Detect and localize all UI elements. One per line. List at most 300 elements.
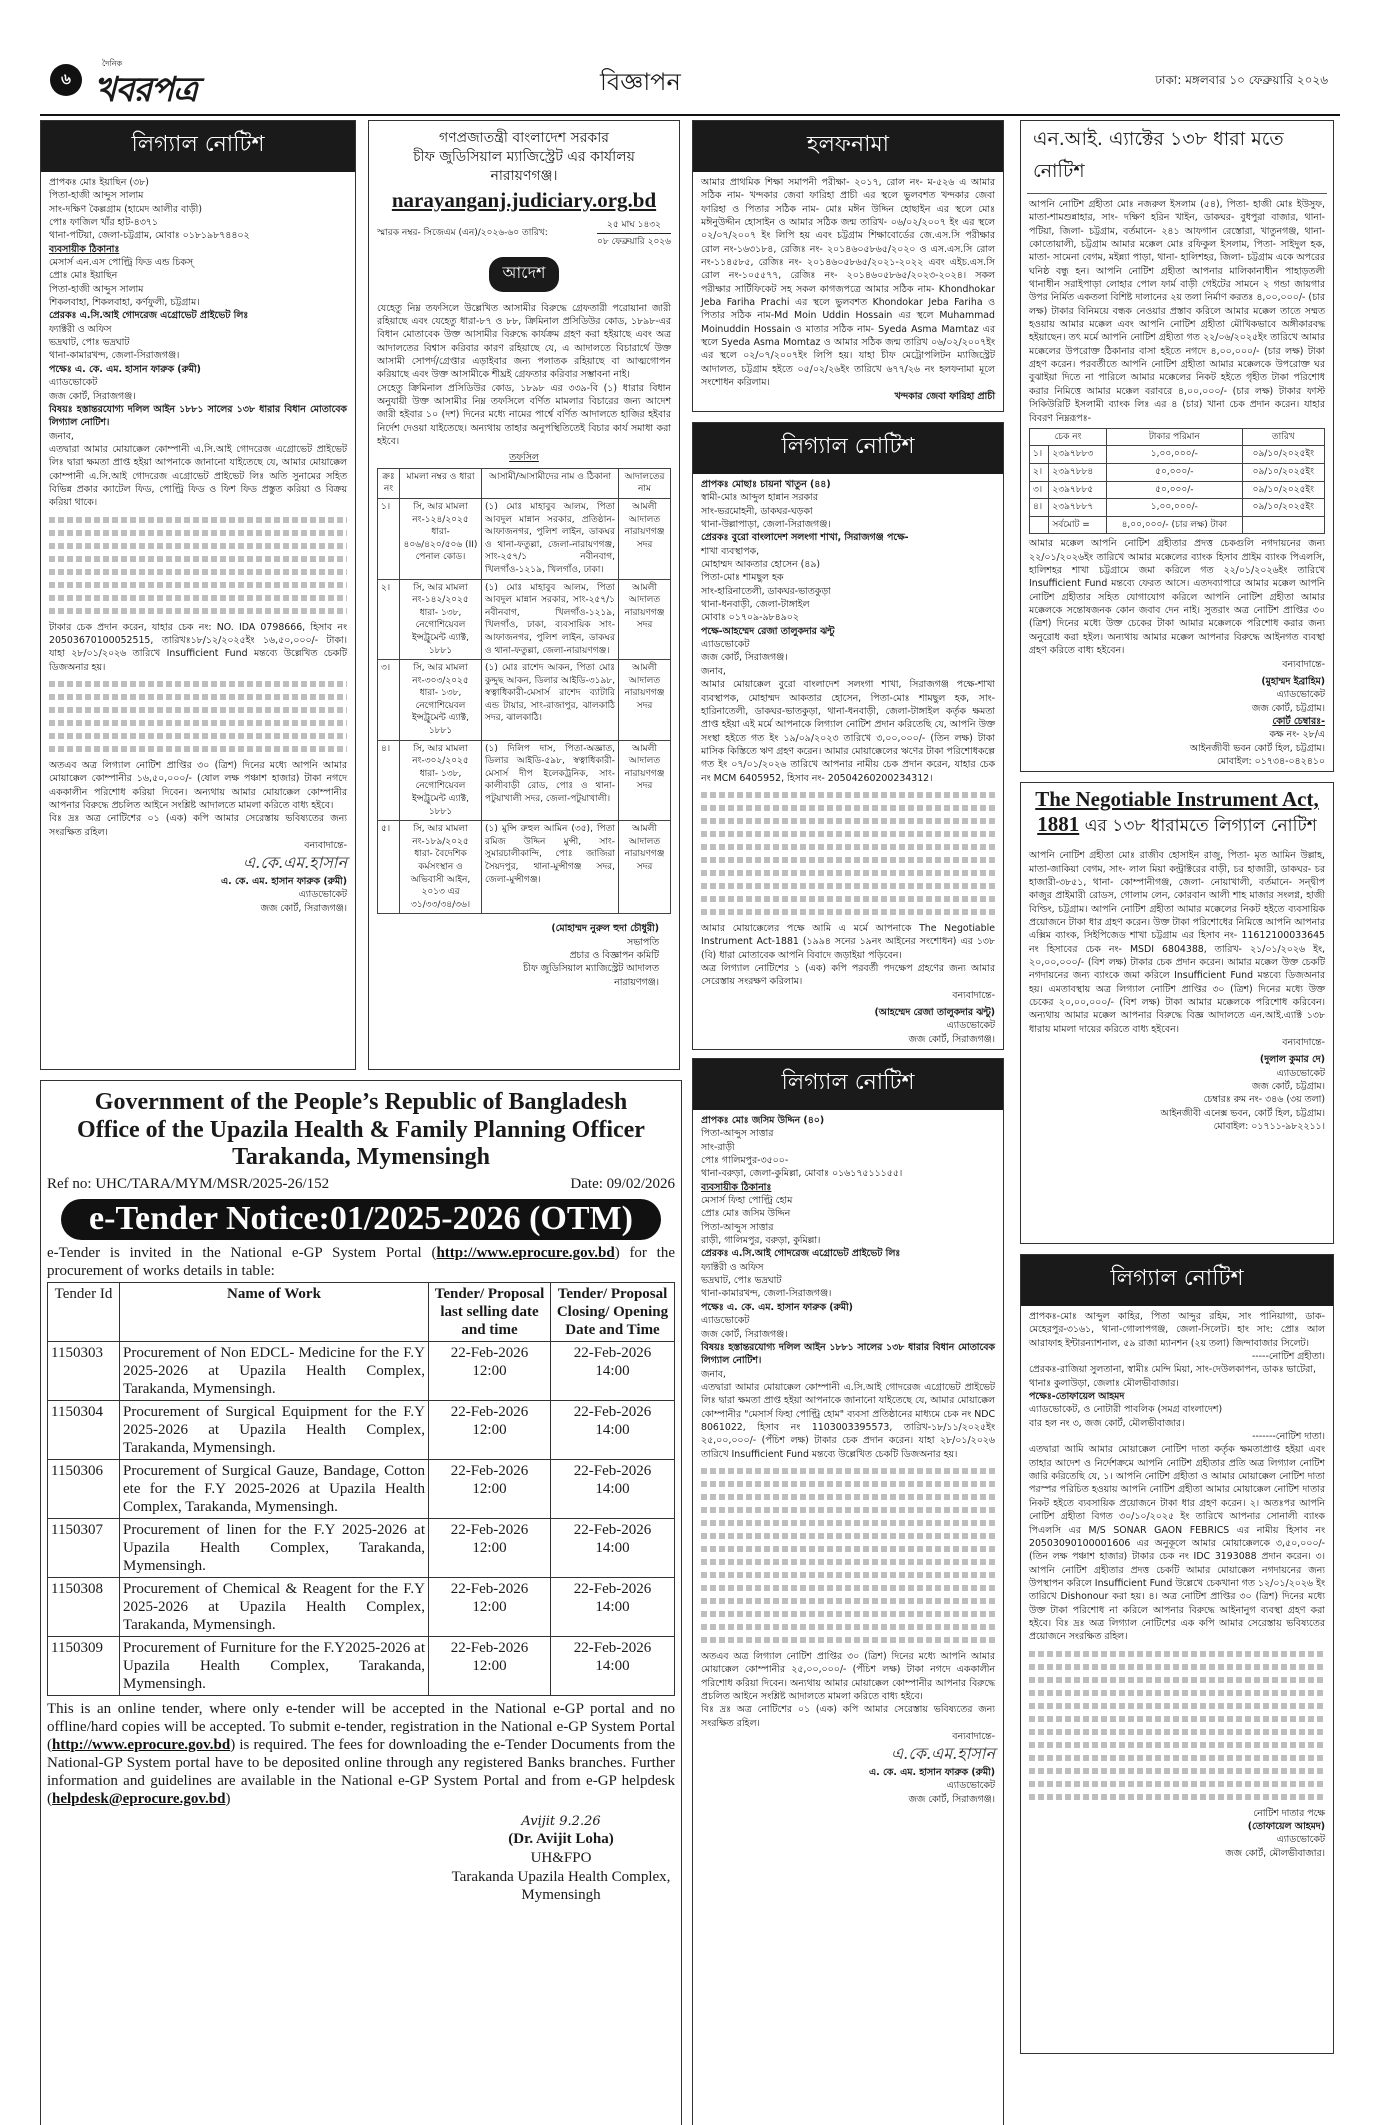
affidavit	[692, 120, 1004, 412]
tender-id: 1150304	[48, 1400, 120, 1459]
eprocure-link[interactable]: http://www.eprocure.gov.bd	[52, 1736, 231, 1753]
sender-line: থানা-কামারখন্দ, জেলা-সিরাজগঞ্জ।	[49, 350, 180, 362]
body-paragraph: টাকার চেক প্রদান করেন, যাহার চেক নং: NO. IDA 0798666, হিসাব নং 20503670100052515, তারিখঃ১৮/১২/২০২৫ইং ১৬,৫০,০০০/- টাকা। যাহা ২৮/০১/২০২৬ তারিখে Insufficient Fund মন্তব্যে উল্লেখিত চেকটি ডিজঅনার হয়।	[49, 621, 347, 673]
signer-title: UH&FPO	[530, 1849, 592, 1866]
header-cell: টাকার পরিমান	[1107, 428, 1243, 446]
business-line: পিতা-হাজী আব্দুস সালাম	[49, 283, 144, 295]
selling-time: 12:00	[472, 1539, 507, 1556]
work-name: Procurement of Surgical Gauze, Bandage, Cotton ete for the F.Y 2025-2026 at Upazila Health Complex, Tarakanda, Mymensingh.	[120, 1459, 429, 1518]
table-row	[1030, 499, 1325, 517]
opening-date: 22-Feb-2026	[573, 1403, 652, 1420]
table-row	[48, 1459, 675, 1518]
signer-title: জজ কোর্ট, চট্টগ্রাম।	[1251, 1081, 1325, 1093]
legal-notice-col3-a	[692, 422, 1004, 1050]
header-tender-id: Tender Id	[48, 1282, 120, 1341]
recipient-line: থানা-উল্লাপাড়া, জেলা-সিরাজগঞ্জ।	[701, 519, 831, 531]
cheque-date: ০৯/১০/২০২৫ইং	[1242, 481, 1324, 499]
heading-line: Government of the People’s Republic of Bangladesh	[94, 1089, 628, 1115]
row-number: ৩।	[1030, 481, 1049, 499]
advocate-line: জজ কোর্ট, সিরাজগঞ্জ।	[701, 652, 788, 664]
recipient-line: প্রাপকঃ মোঃ জসিম উদ্দিন (৪০)	[701, 1115, 825, 1126]
advocate-line: এ্যাডভোকেট, ও নোটারী পাবলিক (সমগ্র বাংলাদেশ)	[1029, 1404, 1223, 1416]
affidavit-title: হলফনামা	[693, 121, 1003, 172]
signer-title: এ্যাডভোকেট	[1276, 689, 1325, 701]
accused-details: (১) মুন্সি রুহুল আমিন (৩৫), পিতা রমিজ উদ্দিন মুন্সী, সাং-সুমারচালীকান্দি, পোঃ জাজিরা সৈয়দপুর, থানা-মুন্সীগঞ্জ সদর, জেলা-মুন্সীগঞ্জ।	[482, 821, 619, 914]
row-number: ২।	[378, 579, 400, 660]
table-row	[48, 1400, 675, 1459]
advocate-label: পক্ষেঃ এ. কে. এম. হাসান ফারুক (রুমী)	[49, 363, 201, 375]
cheque-number: ২৩৯৭৮৮৭	[1049, 499, 1107, 517]
ni-act-notice	[1020, 120, 1334, 772]
page-number: ৬	[50, 64, 82, 96]
e-tender-notice	[40, 1080, 682, 2125]
notice-title-english: The Negotiable Instrument Act,	[1035, 787, 1319, 811]
recipient-line: প্রাপকঃ মোঃ ইয়াছিন (৩৮)	[49, 177, 149, 188]
signature-image: এ.কে.এম.হাসান	[243, 853, 347, 873]
order-body	[369, 298, 679, 919]
sender-line: ভদ্রঘাট, পোঃ ভদ্রঘাট	[49, 337, 130, 349]
table-header-row	[378, 468, 671, 498]
notice-title-year: 1881	[1037, 812, 1080, 837]
sender-label: প্রেরকঃ এ.সি.আই গোদরেজ এগ্রোভেট প্রাইভেট লিঃ	[49, 310, 249, 322]
recipient-line: সাং-ভরমোহনী, ডাকঘর-ঘড়কা	[701, 505, 813, 517]
body-continuation	[701, 1468, 995, 1643]
selling-date: 22-Feb-2026	[450, 1521, 529, 1538]
row-number: ১।	[378, 498, 400, 579]
advocate-line: জজ কোর্ট, সিরাজগঞ্জ।	[49, 390, 136, 402]
sender: থানাঃ কুলাউড়া, জেলাঃ মৌলভীবাজার।	[1029, 1377, 1179, 1389]
chamber-line: কক্ষ নং- ২৮/এ	[1269, 729, 1325, 741]
affidavit-signer: খন্দকার জেবা ফারিহা প্রাচী	[894, 390, 995, 402]
selling-time: 12:00	[472, 1421, 507, 1438]
opening-date-cell	[551, 1577, 675, 1636]
opening-date-cell	[551, 1518, 675, 1577]
signer-place: Mymensingh	[521, 1887, 601, 1904]
header-rule	[40, 114, 1340, 116]
table-header-row	[1030, 428, 1325, 446]
signer-title: চীফ জুডিসিয়াল ম্যাজিস্ট্রেট আদালত	[523, 963, 659, 975]
table-row	[48, 1636, 675, 1695]
header-cell: চেক নং	[1030, 428, 1107, 446]
court-name: আমলী আদালত নারায়ণগঞ্জ সদর	[619, 821, 671, 914]
signer-name: (মোহাম্মদ নুরুল হুদা চৌধুরী)	[551, 923, 659, 935]
work-name: Procurement of Non EDCL- Medicine for the F.Y 2025-2026 at Upazila Health Complex, Tarakanda, Mymensingh.	[120, 1341, 429, 1400]
chamber-line: মোবাইল: ০১৭১১-৯৮২২১১।	[1213, 1121, 1325, 1133]
selling-date-cell	[429, 1341, 551, 1400]
regards: বন্যবাদান্তে-	[304, 840, 347, 852]
sender-line: ভদ্রঘাট, পোঃ ভদ্রঘাট	[701, 1275, 782, 1287]
cheque-date: ০৯/১০/২০২৫ইং	[1242, 464, 1324, 482]
closing-paragraph: অতএব অত্র লিগ্যাল নোটিশ প্রাপ্তির ৩০ (ত্রিশ) দিনের মধ্যে আপনি আমার মোয়াক্কেল কোম্পানীর ২৫,০০,০০০/- (পঁচিশ লক্ষ) টাকা নগদে এককালীন পরিশোধ করিয়া দিবেন। অন্যথায় আমার মোয়াক্কেল কোম্পানীর আপনার বিরুদ্ধে প্রচলিত আইনে সংশ্লিষ্ট আদালতে মামলা করিতে বাধ্য হইবে।	[701, 1650, 995, 1702]
cheque-date: ০৯/১০/২০২৫ইং	[1242, 446, 1324, 464]
notice-body	[41, 172, 355, 919]
signer-org: Tarakanda Upazila Health Complex,	[451, 1868, 671, 1885]
signer-title: জজ কোর্ট, মৌলভীবাজার।	[1225, 1847, 1325, 1859]
legal-notice-col1	[40, 120, 356, 1070]
tender-notice-title: e-Tender Notice:01/2025-2026 (OTM)	[61, 1199, 661, 1240]
recipient-line: প্রাপকঃ মোছাঃ চায়না খাতুন (৪৪)	[701, 479, 831, 490]
opening-time: 14:00	[595, 1480, 630, 1497]
work-name: Procurement of linen for the F.Y 2025-2026 at Upazila Health Complex, Tarakanda, Mymensingh.	[120, 1518, 429, 1577]
negotiable-instrument-notice	[1020, 782, 1334, 1244]
header-cell: ক্রঃ নং	[378, 468, 400, 498]
court-name: আমলী আদালত নারায়ণগঞ্জ সদর	[619, 660, 671, 741]
sender-label: প্রেরকঃ এ.সি.আই গোদরেজ এগ্রোভেট প্রাইভেট লিঃ	[701, 1248, 901, 1260]
body-continuation	[49, 517, 347, 614]
cheque-table	[1029, 428, 1325, 535]
affidavit-paragraph: আমার প্রাথমিক শিক্ষা সমাপনী পরীক্ষা- ২০১৭, রোল নং- ম-৫২৬ এ আমার সঠিক নাম- খন্দকার জেবা ফারিহা প্রাচী এর স্থলে ভুলবশত খন্দকার জেবা ফারিহা ও পিতার সঠিক নাম- মোঃ মঈন উদ্দিন হোছাইন এর স্থলে মোঃ মঈনুউদ্দীন হোসাইন ও আমার সঠিক জন্ম তারিখ- ০৬/০২/২০০৭ ইং এর স্থলে ০২/০৭/২০০৭ ইং লিপি হয় এবং চট্টগ্রাম শিক্ষাবোর্ডের জে.এস.সি পরীক্ষার রোল নং-১৬৩১৮৪, রেজিঃ নং- ২০১৪৬০৫৮৬৫/২০২০ ও এস.এস.সি রোল নং-১১৪৫৮৫, রেজিঃ নং- ২০১৪৬০৫৮৬৫/২০২১-২০২২ এবং এইচ.এস.সি রোল নং-১০৫৫৭৭, রেজিঃ নং- ২০১৪৬০৫৮৬৫/২০২৩-২০২৪। সকল পরীক্ষার সার্টিফিকেট সহ সকল কাগজপত্রে আমার সঠিক নাম- Khondhokar Jeba Fariha Prachi এর স্থলে ভুলবশত Khondokar Jeba Fariha ও পিতার সঠিক নাম-Md Moin Uddin Hossain এর স্থলে Muhammad Moinuddin Hossain ও মাতার সঠিক নাম- Syeda Asma Mamtaz এর স্থলে Syeda Asma Momtaz ও আমার সঠিক জন্ম তারিখ ০৬/০২/২০০৭ইং এর স্থলে ০২/০৭/২০০৭ইং লিপি হয়। যাহা চীফ মেট্রোপলিটন ম্যাজিস্ট্রেট আদালত, চট্টগ্রাম হইতে ০৫/০২/২৬ইং তারিখে ৬৭৭/২৬ নং হলফনামা মূলে সংশোধন করিলাম।	[701, 177, 995, 389]
selling-date-cell	[429, 1636, 551, 1695]
signer-name: (তোফায়েল আহমদ)	[1247, 1820, 1325, 1832]
recipient-line: পোঃ গালিমপুর-৩৫০০-	[701, 1155, 789, 1167]
order-paragraph: যেহেতু নিম্ন তফসিলে উল্লেখিত আসামীর বিরুদ্ধে গ্রেফতারী পরোয়ানা জারী রহিয়াছে এবং যেহেতু ধারা-৮৭ ও ৮৮, ক্রিমিনাল প্রসিডিউর কোড, ১৮৯৮-এর বিধান মোতাবেক উক্ত আসামীর বিরুদ্ধে কার্যক্রম গ্রহণ করা হইয়াছে এবং অত্র আদালতের বিশ্বাস করিবার কারণ রহিয়াছে যে, এ আদালতে বিচারার্থে উক্ত আসামী সোপর্দ/গ্রেপ্তার এড়াইবার জন্য পলাতক রহিয়াছে বা আত্মগোপন করিয়াছে এবং উক্ত আসামীকে শীঘ্রই গ্রেফতার করিবার সম্ভাবনা নাই।	[377, 302, 671, 381]
tender-table	[47, 1282, 675, 1696]
salutation: জনাব,	[701, 665, 726, 677]
newspaper-logo: খবরপত্র	[94, 70, 198, 110]
row-number: ৪।	[1030, 499, 1049, 517]
court-name: আমলী আদালত নারায়ণগঞ্জ সদর	[619, 740, 671, 821]
opening-date-cell	[551, 1636, 675, 1695]
selling-time: 12:00	[472, 1598, 507, 1615]
sender-line: থানা-কামারখন্দ, জেলা-সিরাজগঞ্জ।	[701, 1288, 832, 1300]
cheque-amount: ১,০০,০০০/-	[1107, 446, 1243, 464]
signer-name: (Dr. Avijit Loha)	[508, 1831, 614, 1848]
chamber-line: আইনজীবী ভবন কোর্ট হিল, চট্টগ্রাম।	[1189, 742, 1325, 754]
heading-line: চীফ জুডিসিয়াল ম্যাজিস্ট্রেট এর কার্যালয়	[413, 148, 635, 165]
business-line: রাড়ী, গালিমপুর, বরুড়া, কুমিল্লা।	[701, 1235, 821, 1247]
row-number: ৫।	[378, 821, 400, 914]
recipient-line: সাং-রাড়ী	[701, 1141, 735, 1153]
chamber-label: কোর্ট চেম্বারঃ-	[1272, 715, 1325, 727]
selling-date-cell	[429, 1400, 551, 1459]
notice-body	[1021, 1306, 1333, 1864]
signer-title: জজ কোর্ট, সিরাজগঞ্জ।	[908, 1033, 995, 1045]
selling-date-cell	[429, 1518, 551, 1577]
section-title: বিজ্ঞাপন	[600, 68, 681, 96]
total-amount: ৪,০০,০০০/- (চার লক্ষ) টাকা	[1107, 516, 1243, 534]
body-paragraph: এতদ্বারা আমি আমার মোয়াক্কেল নোটিশ দাতা কর্তৃক ক্ষমতাপ্রাপ্ত হইয়া এবং তাহার আদেশ ও নির্দেশক্রমে আপনি নোটিশ গ্রহীতার প্রতি অত্র লিগ্যাল নোটিশ জারি করিতেছি যে, ১। আপনি নোটিশ গ্রহীতা ও আমার মোয়াক্কেল নোটিশ দাতা পরস্পর পরিচিত হওয়ায় আপনি নোটিশ গ্রহীতা আমার মোয়াক্কেল নোটিশ দাতার নিকট হইতে ব্যবসায়িক প্রয়োজনে টাকা ধার গ্রহণ করেন। ২। অতঃপর আপনি নোটিশ গ্রহীতা বিগত ৩০/১০/২০২৫ ইং তারিখে আপনার সোনালী ব্যাংক পিএলসি এর M/S SONAR GAON FEBRICS এর নামীয় হিসাব নং 20503090100001606 এর অনুকূলে আমার মোয়াক্কেলকে ৩,৫০,০০০/- (তিন লক্ষ পঞ্চাশ হাজার) টাকার চেক নং IDC 3193088 প্রদান করেন। ৩। আপনি নোটিশ গ্রহীতার প্রদত্ত চেকটি আমার মোয়াক্কেল নগদায়নের জন্য উপস্থাপন করিলে Insufficient Fund উল্লেখে চেকখানা গত ১২/০১/২০২৬ ইং তারিখে Dishonour করা হয়। ৪। অত্র নোটিশ প্রাপ্তির ৩০ (ত্রিশ) দিনের মধ্যে উক্ত টাকা পরিশোধ না করিলে আপনার বিরুদ্ধে আইনানুগ ব্যবস্থা গ্রহণ করা হইবে। বিঃ দ্রঃ অত্র লিগ্যাল নোটিশের এক কপি আমার সেরেস্তায় ভবিষ্যতের প্রয়োজনে সংরক্ষিত রহিল।	[1029, 1444, 1325, 1643]
heading-line: নারায়ণগঞ্জ।	[490, 167, 558, 184]
selling-date: 22-Feb-2026	[450, 1462, 529, 1479]
recipient-line: স্বামী-মোঃ আব্দুল হান্নান সরকার	[701, 492, 818, 504]
salutation: জনাব,	[701, 1368, 726, 1380]
recipient-tag: -----নোটিশ গ্রহীতা।	[1251, 1351, 1325, 1363]
case-number: সি, আর মামলা নং-৩০৩/২০২৫ ধারা- ১৩৮, নেগোশিয়েবল ইন্সট্রুমেন্ট এ্যাক্ট, ১৮৮১	[400, 660, 482, 741]
memo-row	[369, 217, 679, 249]
notice-title: লিগ্যাল নোটিশ	[693, 423, 1003, 474]
footer-text: ) is required. The fees for downloading the e-Tender Documents from the National-GP System portal have to be deposited online through any registered Banks branches. Further information and guidelines are available in the National e-GP System Portal and from e-GP helpdesk (	[47, 1736, 675, 1807]
opening-date-cell	[551, 1400, 675, 1459]
sender-line: মোবাঃ ০১৭০৯-৯৮৪৯০২	[701, 612, 800, 624]
header-name-of-work: Name of Work	[120, 1282, 429, 1341]
chamber-line: চেম্বারঃ রুম নং- ৩৪৬ (৩য় তলা)	[1203, 1094, 1325, 1106]
opening-date: 22-Feb-2026	[573, 1462, 652, 1479]
recipient-line: পিতা-আব্দুস সাত্তার	[701, 1128, 774, 1140]
signer-name: এ. কে. এম. হাসান ফারুক (রুমী)	[869, 1767, 995, 1779]
body-paragraph: এতদ্বারা আমার মোয়াক্কেল কোম্পানী এ.সি.আই গোদরেজ এগ্রোভেট প্রাইভেট লিঃ দ্বারা ক্ষমতা প্রাপ্ত হইয়া আপনাকে জানানো যাইতেছে যে, আমার মোয়াক্কেল কোম্পানীর "মেসার্স ফিহা পোল্ট্রি হোম" ব্যবসা প্রতিষ্ঠানের মাধ্যমে চেক নং NDC 8061022, হিসাব নং 1103003395573, তারিখ-১৮/১১/২০২৫ইং ২৫,০০,০০০/- (পঁচিশ লক্ষ) টাকার চেক প্রদান করেন। যাহা ২৮/০১/২০২৬ তারিখে Insufficient Fund মন্তব্যে উল্লেখিত চেকটি ডিজঅনার হয়।	[701, 1381, 995, 1460]
schedule-label: তফসিল	[509, 452, 539, 464]
table-row	[378, 579, 671, 660]
body-paragraph: আমার মোয়াক্কেল বুরো বাংলাদেশ সলংগা শাখা, সিরাজগঞ্জ পক্ষে-শাখা ব্যবস্থাপক, মোহাম্মদ আকতার হোসেন, পিতা-মোঃ শামছুল হক, সাং-হারিনাতেলী, ডাকঘর-ভাতকুড়া, থানা-ধনবাড়ী, জেলা-টাঙ্গাইল কর্তৃক ক্ষমতা প্রাপ্ত হইয়া এই মর্মে আপনাকে লিগ্যাল নোটিশ প্রদান করিতেছি যে, আপনি উক্ত সংস্থা হইতে গত ইং ১৯/০৯/২০২৩ তারিখে ৩,০০,০০০/- (তিন লক্ষ) টাকা মাসিক কিস্তিতে ঋণ গ্রহণ করেন। আমার মোয়াক্কেলের ঋণের টাকা পরিশোধকল্পে গত ইং ০৭/০১/২০২৬ তারিখে আপনার নামীয় চেক প্রদান করেন, যাহার চেক নং MCM 6405952, হিসাব নং- 20504260200234312।	[701, 679, 995, 784]
recipient-line: পোঃ ফাজিল খাঁর হাট-৪৩৭১	[49, 217, 158, 229]
signer-title: এ্যাডভোকেট	[298, 889, 347, 901]
logo-tagline: দৈনিক	[102, 59, 123, 68]
cell	[1242, 516, 1324, 534]
reference-row	[41, 1172, 681, 1193]
footer-text: )	[225, 1790, 231, 1807]
table-header-row	[48, 1282, 675, 1341]
opening-date-cell	[551, 1341, 675, 1400]
regards: বন্যবাদান্তে-	[952, 1731, 995, 1742]
opening-date: 22-Feb-2026	[573, 1580, 652, 1597]
signer-name: (দুলাল কুমার দে)	[1259, 1054, 1325, 1066]
sender-label: প্রেরকঃ বুরো বাংলাদেশ সলংগা শাখা, সিরাজগঞ্জ পক্ষে-	[701, 532, 909, 544]
header-cell: আসামী/আসামীদের নাম ও ঠিকানা	[482, 468, 619, 498]
selling-date-cell	[429, 1459, 551, 1518]
advocate-label: পক্ষেঃ এ. কে. এম. হাসান ফারুক (রুমী)	[701, 1301, 853, 1313]
tender-intro	[41, 1244, 681, 1280]
header-cell: মামলা নম্বর ও ধারা	[400, 468, 482, 498]
body-paragraph: আপনি নোটিশ গ্রহীতা মোঃ নজরুল ইসলাম (৫৪), পিতা- হাজী মোঃ ইউসুফ, মাতা-শামশুন্নাহার, সাং- দক্ষিণ হরিন খাইন, ডাকঘর- বুধপুরা বাজার, থানা- পটিয়া, জিলা- চট্টগ্রাম, বর্তমানে- ২৪১ আফগান রেস্তোরা, খাতুনগঞ্জ, থানা- কোতোয়ালী, চট্টগ্রাম আমার মক্কেল মোঃ রফিকুল ইসলাম, পিতা- সাইদুল হক, মাতা- সামেনা বেগম, মইন্ন্যা পাড়া, থানা- হালিশহর, জিলা- চট্টগ্রাম একে অপরের ঘনিষ্ঠ বন্ধু হন। আপনি নোটিশ গ্রহীতা আপনার মালিকানাধীন পাহাড়তলী থানাধীন সরাইপাড়া লোহার পোল ফার্ম বাড়ী গেইটের সামনে ২ গন্ডা জায়গার উপর নির্মিত একতলা বিশিষ্ট দালানের ২য় তলা নির্মাণ করতঃ ৪,০০,০০০/- (চার লক্ষ) টাকার বিনিময়ে বন্ধক নেওয়ার প্রস্তাব করিলে আমার মক্কেল তাতে সম্মত হওয়ায় আমার মক্কেল এবং আপনি নোটিশ গ্রহীতা মৌখিকভাবে অঙ্গীকারবদ্ধ হইয়াছেন। তৎ মর্মে আপনি নোটিশ গ্রহীতা গত ২২/০৬/২০২৫ইং তারিখে আমার মক্কেলের উপরোক্ত ঠিকানার বাসা হইতে নগদে ৪,০০,০০০/- (চার লক্ষ) টাকা গ্রহণ করেন। পরবর্তীতে আপনি নোটিশ গ্রহীতা আমার মক্কেলকে উপরোক্ত ঘর বুঝাইয়া দিতে না পারিলে আমার মক্কেলের নিকট হইতে গৃহীত টাকা পরিশোধ করার নিমিত্তে আমার মক্কেল বরাবরে ৪,০০,০০০/- (চার লক্ষ) টাকার ফাস্ট সিকিউরিটি ইসলামী ব্যাংক লিঃ এর ৪ (চার) খানা চেক প্রদান করেন। যাহার বিবরণ নিম্নরূপঃ-	[1029, 199, 1325, 424]
row-number: ২।	[1030, 464, 1049, 482]
business-line: প্রোঃ মোঃ ইয়াছিন	[49, 270, 118, 282]
court-order	[368, 120, 680, 1070]
note: অত্র লিগ্যাল নোটিশের ১ (এক) কপি পরবর্তী পদক্ষেপ গ্রহণের জন্য আমার সেরেস্তায় সংরক্ষণ করিলাম।	[701, 962, 995, 988]
advocate-line: এ্যাডভোকেট	[701, 639, 750, 651]
cheque-amount: ১,০০,০০০/-	[1107, 499, 1243, 517]
chamber-line: মোবাইল: ০১৭৩৪-০৪২৪১০	[1216, 755, 1325, 767]
header-selling-date: Tender/ Proposal last selling date and time	[429, 1282, 551, 1341]
closing-paragraph: অতএব অত্র লিগ্যাল নোটিশ প্রাপ্তির ৩০ (ত্রিশ) দিনের মধ্যে আপনি আমার মোয়াক্কেল কোম্পানীর ১৬,৫০,০০০/- (ষোল লক্ষ পঞ্চাশ হাজার) টাকা নগদে এককালীন পরিশোধ করিয়া দিবেন। অন্যথায় আমার মোয়াক্কেল কোম্পানীর আপনার বিরুদ্ধে প্রচলিত আইনে সংশ্লিষ্ট আদালতে মামলা করিতে বাধ্য হইবে।	[49, 759, 347, 811]
selling-time: 12:00	[472, 1480, 507, 1497]
reference-number: Ref no: UHC/TARA/MYM/MSR/2025-26/152	[47, 1175, 330, 1192]
signer-title: জজ কোর্ট, সিরাজগঞ্জ।	[260, 902, 347, 914]
tender-signature-block	[411, 1814, 682, 1905]
signer-name: (মুহাম্মদ ইব্রাহিম)	[1261, 675, 1325, 687]
opening-time: 14:00	[595, 1539, 630, 1556]
advocate-label: পক্ষে-আহম্মেদ রেজা তালুকদার ঝন্টু	[701, 625, 835, 637]
case-number: সি, আর মামলা নং-১৪২/২০২৫ ধারা- ১৩৮, নেগোশিয়েবল ইন্সট্রুমেন্ট এ্যাক্ট, ১৮৮১	[400, 579, 482, 660]
selling-time: 12:00	[472, 1362, 507, 1379]
opening-time: 14:00	[595, 1657, 630, 1674]
recipient-line: সাং-দক্ষিণ কৈল্লগ্রাম (হামেদ আলীর বাড়ী)	[49, 203, 203, 215]
legal-notice-col3-b	[692, 1058, 1004, 2125]
signer-title: এ্যাডভোকেট	[946, 1780, 995, 1792]
case-number: সি, আর মামলা নং-৩০২/২০২৫ ধারা- ১৩৮, নেগোশিয়েবল ইন্সট্রুমেন্ট এ্যাক্ট, ১৮৮১	[400, 740, 482, 821]
court-website-link[interactable]: narayanganj.judiciary.org.bd	[391, 187, 657, 212]
recipient: প্রাপকঃ-মোঃ আব্দুল কাহির, পিতা আব্দুর রহিম, সাং পানিয়াগা, ডাক-মেহেরপুর-৩১৬১, থানা-গোলাপগঞ্জ, জেলা-সিলেট। হাং সাং: প্রোঃ আল আরাফাহ ইন্টারন্যাশনাল, ৫৯ রাজা ম্যানশন (২য় তলা) জিন্দাবাজার সিলেট।	[1029, 1311, 1325, 1349]
heading-line: গণপ্রজাতন্ত্রী বাংলাদেশ সরকার	[439, 130, 609, 146]
total-label: সর্বমোট =	[1049, 516, 1107, 534]
memo-date	[597, 217, 671, 249]
business-line: প্রোঃ মোঃ জসিম উদ্দিন	[701, 1208, 791, 1220]
table-row	[378, 498, 671, 579]
helpdesk-email-link[interactable]: helpdesk@eprocure.gov.bd	[52, 1790, 226, 1807]
tender-id: 1150308	[48, 1577, 120, 1636]
tender-id: 1150306	[48, 1459, 120, 1518]
opening-time: 14:00	[595, 1421, 630, 1438]
intro-text: e-Tender is invited in the National e-GP System Portal (	[47, 1244, 437, 1261]
header-cell: তারিখ	[1242, 428, 1324, 446]
notice-body	[693, 1110, 1003, 1810]
advocate-line: বার হল নং ৩, জজ কোর্ট, মৌলভীবাজার।	[1029, 1417, 1185, 1429]
order-badge: আদেশ	[489, 257, 559, 292]
regards: নোটিশ দাতার পক্ষে	[1253, 1807, 1325, 1819]
heading-line: Office of the Upazila Health & Family Planning Officer	[77, 1116, 645, 1143]
signature-image: এ.কে.এম.হাসান	[891, 1744, 995, 1764]
advocate-line: এ্যাডভোকেট	[701, 1315, 750, 1327]
sender-line: শাখা ব্যবস্থাপক,	[701, 545, 760, 557]
court-heading	[369, 121, 679, 186]
notice-title-suffix: এর ১৩৮ ধারামতে লিগ্যাল নোটিশ	[1084, 816, 1317, 837]
body-paragraph: এতদ্বারা আমার মোয়াক্কেল কোম্পানী এ.সি.আই গোদরেজ এগ্রোভেট প্রাইভেট লিঃ দ্বারা ক্ষমতা প্রাপ্ত হইয়া আপনাকে জানানো যাইতেছে যে, আমার মোয়াক্কেল কোম্পানী এ.সি.আই গোদরেজ এগ্রোভেট প্রাইভেট লিঃ অতি সুনামের সহিত বিভিন্ন প্রকার ক্যাটেল ফিড, পোল্ট্রি ফিড ও ফিশ ফিড প্রস্তুত করিয়া ও বিক্রয় করিয়া থাকে।	[49, 443, 347, 509]
work-name: Procurement of Chemical & Reagent for the F.Y 2025-2026 at Upazila Health Complex, Tarakanda, Mymensingh.	[120, 1577, 429, 1636]
legal-notice-col4	[1020, 1254, 1334, 2054]
case-number: সি, আর মামলা নং-১৮৯/২০২৫ ধারা- বৈদেশিক কর্মসংস্থান ও অভিবাসী আইন, ২০১৩ এর ৩১/৩৩/৩৪/৩৬।	[400, 821, 482, 914]
selling-date: 22-Feb-2026	[450, 1344, 529, 1361]
case-number: সি, আর মামলা নং-১২৪/২০২৫ ধারা- ৪০৬/৪২০/৫০৬ (II) পেনাল কোড।	[400, 498, 482, 579]
note: বিঃ দ্রঃ অত্র নোটিশের ০১ (এক) কপি আমার সেরেস্তায় ভবিষ্যতের জন্য সংরক্ষিত রহিল।	[701, 1704, 995, 1729]
sender-line: পিতা-মোঃ শামছুল হক	[701, 572, 784, 584]
subject: বিষয়ঃ হস্তান্তরযোগ্য দলিল আইন ১৮৮১ সালের ১৩৮ ধারার বিধান মোতাবেক লিগ্যাল নোটিশ।	[49, 403, 347, 429]
table-row	[378, 740, 671, 821]
notice-body	[1021, 845, 1333, 1137]
date-bangla: ২৫ মাঘ ১৪৩২	[597, 217, 671, 234]
table-row	[48, 1518, 675, 1577]
sender-line: ফ্যাক্টরী ও অফিস	[49, 323, 112, 335]
signer-title: নারায়ণগঞ্জ।	[614, 976, 659, 988]
dateline: ঢাকা: মঙ্গলবার ১০ ফেব্রুয়ারি ২০২৬	[1155, 73, 1328, 87]
sender-tag: -------নোটিশ দাতা।	[1252, 1431, 1325, 1443]
intro-text: ) for the procurement of works details in table:	[47, 1244, 676, 1279]
row-number: ৩।	[378, 660, 400, 741]
sender-line: ফ্যাক্টরী ও অফিস	[701, 1261, 764, 1273]
signer-name: এ. কে. এম. হাসান ফারুক (রুমী)	[221, 876, 347, 888]
table-row	[378, 821, 671, 914]
court-name: আমলী আদালত নারায়ণগঞ্জ সদর	[619, 498, 671, 579]
row-number: ৪।	[378, 740, 400, 821]
signer-title: জজ কোর্ট, সিরাজগঞ্জ।	[908, 1793, 995, 1805]
body-paragraph: আপনি নোটিশ গ্রহীতা মোঃ রাজীব হোসাইন রাজু, পিতা- মৃত আমিন উল্লাহ, মাতা-জাকিয়া বেগম, সাং- লাল মিয়া কন্ট্রাক্টরের বাড়ী, চর হাজারী, ডাকঘর- চর হাজারী-৩৮৫১, থানা- কোম্পানীগঞ্জ, জেলা- নোয়াখালী, বর্তমানে- সন্দ্বীপ কাজুর প্রাইমারী রোডস, গোলাম লেন, কোরবান আলী শাহ মাজার সংলগ্ন, হাজী বিল্ডিং, চট্টগ্রাম। আপনি নোটিশ গ্রহীতা আমার মক্কেলের নিকট হইতে ব্যবসায়িক প্রয়োজনে টাকা ধার গ্রহণ করেন। উক্ত টাকা পরিশোধের নিমিত্তে আপনি আপনার এক্সিম ব্যাংক, সিইপিজেড শাখা চট্টগ্রাম এর হিসাব নং- 11612100033645 নং হিসাবের চেক নং- MSDI 6804388, তারিখ- ২১/০১/২০২৬ ইং, ২০,০০,০০০/- (বিশ লক্ষ) টাকার চেক প্রদান করেন। আমার মক্কেল উক্ত চেকটি নগদায়নের জন্য ব্যাংকে জমা করিলে Insufficient Fund মন্তব্যে ডিজঅনার হয়। এমতাবস্থায় অত্র লিগ্যাল নোটিশ প্রাপ্তির ৩০ (ত্রিশ) দিনের মধ্যে উক্ত চেকের ২০,০০,০০০/- (বিশ লক্ষ) টাকা আমার মক্কেলকে পরিশোধ করিবেন। অন্যথায় আমার মক্কেল আপনার বিরুদ্ধে বিজ্ঞ আদালতে এন.আই.এ্যাক্ট ১৩৮ ধারায় মামলা দায়ের করিতে বাধ্য হইবেন।	[1029, 850, 1325, 1035]
work-name: Procurement of Furniture for the F.Y2025-2026 at Upazila Health Complex, Tarakanda, Mymensingh.	[120, 1636, 429, 1695]
body-paragraph: আমার মক্কেল আপনি নোটিশ গ্রহীতার প্রদত্ত চেকগুলি নগদায়নের জন্য ২২/০১/২০২৬ইং তারিখে আমার মক্কেলের ব্যাংক হিসাব প্রাইম ব্যাংক পিএলসি, হালিশহর শাখা চট্টগ্রামে জমা করিলে গত ২২/০১/২০২৬ইং তারিখে Insufficient Fund মন্তব্যে ফেরত আসে। এতদব্যাপারে আমার মক্কেল আপনি নোটিশ গ্রহীতার সহিত যোগাযোগ করিলে আপনি নোটিশ গ্রহীতা আমার মক্কেলকে সন্তোষজনক কোন জবাব দেন নাই। সুতরাং অত্র নোটিশ প্রাপ্তির ৩০ (ত্রিশ) দিনের মধ্যে উক্ত চেকের টাকা আমার মক্কেলকে পরিশোধ করার জন্য অনুরোধ করা হইল। অন্যথায় আমার মক্কেল আপনার বিরুদ্ধে আইনগত ব্যবস্থা গ্রহণ করিতে বাধ্য হইবেন।	[1029, 538, 1325, 657]
affidavit-body	[693, 172, 1003, 407]
business-line: মেসার্স এন.এস পোল্ট্রি ফিড এন্ড চিকস্	[49, 257, 194, 269]
cheque-number: ২৩৯৭৮৮৩	[1049, 446, 1107, 464]
notice-body	[693, 474, 1003, 1050]
business-label: ব্যবসায়ীক ঠিকানাঃ	[49, 243, 120, 255]
opening-time: 14:00	[595, 1598, 630, 1615]
note: বিঃ দ্রঃ অত্র নোটিশের ০১ (এক) কপি আমার সেরেস্তায় ভবিষ্যতের জন্য সংরক্ষিত রহিল।	[49, 813, 347, 838]
signer-title: জজ কোর্ট, চট্টগ্রাম।	[1251, 702, 1325, 714]
cheque-amount: ৫০,০০০/-	[1107, 464, 1243, 482]
advocate-line: এ্যাডভোকেট	[49, 377, 98, 389]
regards: বন্যবাদান্তে-	[952, 989, 995, 1001]
selling-time: 12:00	[472, 1657, 507, 1674]
opening-date-cell	[551, 1459, 675, 1518]
opening-date: 22-Feb-2026	[573, 1639, 652, 1656]
notice-title-bangla	[1021, 812, 1333, 841]
signer-title: এ্যাডভোকেট	[946, 1020, 995, 1032]
opening-date: 22-Feb-2026	[573, 1344, 652, 1361]
accused-details: (১) দিলিপ দাস, পিতা-অজ্ঞাত, ডিলার আইডি-৫৯৮, স্বত্বাধিকারী-মেসার্স দীপ ইলেকট্রনিক, সাং-কালীবাড়ী রোড, পোঃ ও থানা-পটুয়াখালী সদর, জেলা-পটুয়াখালী।	[482, 740, 619, 821]
court-name: আমলী আদালত নারায়ণগঞ্জ সদর	[619, 579, 671, 660]
selling-date: 22-Feb-2026	[450, 1403, 529, 1420]
table-row	[1030, 446, 1325, 464]
table-row	[378, 660, 671, 741]
recipient-line: থানা-পটিয়া, জেলা-চট্টগ্রাম, মোবাঃ ০১৮১৯৮৭৪৪০২	[49, 230, 250, 242]
cheque-number: ২৩৯৭৮৮৪	[1049, 464, 1107, 482]
notice-title: লিগ্যাল নোটিশ	[41, 121, 355, 172]
handwritten-signature: Avijit 9.2.26	[521, 1813, 601, 1829]
header-opening-date: Tender/ Proposal Closing/ Opening Date and Time	[551, 1282, 675, 1341]
signer-title: এ্যাডভোকেট	[1276, 1834, 1325, 1846]
selling-date: 22-Feb-2026	[450, 1580, 529, 1597]
body-continuation	[1029, 1651, 1325, 1800]
table-total-row	[1030, 516, 1325, 534]
cheque-number: ২৩৯৭৮৮৫	[1049, 481, 1107, 499]
date-english: ০৮ ফেব্রুয়ারি ২০২৬	[597, 236, 671, 247]
table-row	[1030, 481, 1325, 499]
business-line: মেসার্স ফিহা পোল্ট্রি হোম	[701, 1195, 793, 1207]
regards: বন্যবাদান্তে-	[1282, 1037, 1325, 1048]
body-paragraph: আমার মোয়াক্কেলের পক্ষে আমি এ মর্মে আপনাকে The Negotiable Instrument Act-1881 (১৯৯৪ সনের ১৯নং আইনের সংশোধন) এর ১৩৮ (বি) ধারা মোতাবেক আপনি বিবাদে জড়াইয়া পড়িবেন।	[701, 922, 995, 961]
table-row	[1030, 464, 1325, 482]
court-signature	[369, 918, 679, 993]
signer-title: সভাপতি	[627, 936, 659, 948]
tender-id: 1150307	[48, 1518, 120, 1577]
memo-number: স্মারক নম্বর- সিজেএম (এন)/২০২৬-৬০ তারিখ:	[377, 228, 548, 239]
notice-title: লিগ্যাল নোটিশ	[693, 1059, 1003, 1110]
chamber-line: আইনজীবী এনেক্স ভবন, কোর্ট হিল, চট্টগ্রাম।	[1160, 1107, 1325, 1119]
tender-heading	[41, 1081, 681, 1172]
cheque-date: ০৯/১০/২০২৫ইং	[1242, 499, 1324, 517]
cheque-amount: ৫০,০০০/-	[1107, 481, 1243, 499]
notice-title: এন.আই. এ্যাক্টের ১৩৮ ধারা মতে নোটিশ	[1027, 121, 1327, 194]
signer-title: এ্যাডভোকেট	[1276, 1067, 1325, 1079]
business-line: শিকলবাহা, শিকলবাহা, কর্ণফুলী, চট্টগ্রাম।	[49, 297, 200, 309]
recipient-line: থানা-বরুড়া, জেলা-কুমিল্লা, মোবাঃ ০১৬১৭৫১১১৫৫।	[701, 1168, 903, 1180]
order-paragraph: সেহেতু ক্রিমিনাল প্রসিডিউর কোড, ১৮৯৮ এর ৩৩৯-বি (১) ধারার বিধান অনুযায়ী উক্ত আসামীর নিম্ন তফসিলে বর্ণিত মামলার বিচারের জন্য আদেশ জারী হইবার ১০ (দশ) দিনের মধ্যে নামের পার্শ্বে বর্ণিত আদালতে হাজির হইবার নির্দেশ দেওয়া যাইতেছে। অন্যথায় তাহার অনুপস্থিতিতেই বিচার কার্য সমাধা করা হইবে।	[377, 382, 671, 448]
regards: বন্যবাদান্তে-	[1282, 658, 1325, 670]
schedule-table	[377, 468, 671, 915]
advocate-line: জজ কোর্ট, সিরাজগঞ্জ।	[701, 1328, 788, 1340]
selling-date-cell	[429, 1577, 551, 1636]
sender: প্রেরকঃ-রাজিয়া সুলতানা, স্বামীঃ মেন্দি মিয়া, সাং-দেউলকাপন, ডাকঃ ভাটেরা,	[1029, 1364, 1316, 1376]
accused-details: (১) মোঃ রাশেদ আকন, পিতা মোঃ কুদ্দুছ আকন, ডিলার আইডি-৩১৯৮, স্বত্বাধিকারী-মেসার্স রাশেদ ব্যাটারি এন্ড টায়ার, সাং-রাজাপুর, ঝালকাঠি সদর, ঝালকাঠি।	[482, 660, 619, 741]
signer-name: (আহম্মেদ রেজা তালুকদার ঝন্টু)	[874, 1006, 995, 1018]
body-continuation	[701, 792, 995, 915]
eprocure-link[interactable]: http://www.eprocure.gov.bd	[436, 1244, 615, 1261]
notice-title: লিগ্যাল নোটিশ	[1021, 1255, 1333, 1306]
business-label: ব্যবসায়ীক ঠিকানাঃ	[701, 1181, 772, 1193]
sender-line: থানা-ধনবাড়ী, জেলা-টাঙ্গাইল	[701, 599, 810, 611]
masthead	[40, 52, 1340, 112]
heading-line: Tarakanda, Mymensingh	[232, 1144, 490, 1171]
sender-line: সাং-হারিনাতেলী, ডাকঘর-ভাতকুড়া	[701, 585, 831, 597]
opening-time: 14:00	[595, 1362, 630, 1379]
body-continuation	[49, 681, 347, 752]
tender-id: 1150303	[48, 1341, 120, 1400]
subject: বিষয়ঃ হস্তান্তরযোগ্য দলিল আইন ১৮৮১ সালের ১৩৮ ধারার বিধান মোতাবেক লিগ্যাল নোটিশ।	[701, 1341, 995, 1367]
tender-footer	[41, 1700, 681, 1808]
accused-details: (১) মোঃ মাহাবুব আলম, পিতা আবদুল মান্নান সরকার, সাং-২৫৭/১ নবীনবাগ, খিলগাঁও-১২১৯, খিলগাঁও, ঢাকা, ব্যবসায়িক সাং-আফাজনগর, পুলিশ লাইন, ডাকঘর ও থানা-ফতুল্লা, জেলা-নারায়ণগঞ্জ।	[482, 579, 619, 660]
advocate-label: পক্ষেঃ-তোফায়েল আহমদ	[1029, 1391, 1125, 1403]
business-line: পিতা-আব্দুস সাত্তার	[701, 1221, 774, 1233]
opening-date: 22-Feb-2026	[573, 1521, 652, 1538]
table-row	[48, 1341, 675, 1400]
notice-body	[1021, 194, 1333, 772]
